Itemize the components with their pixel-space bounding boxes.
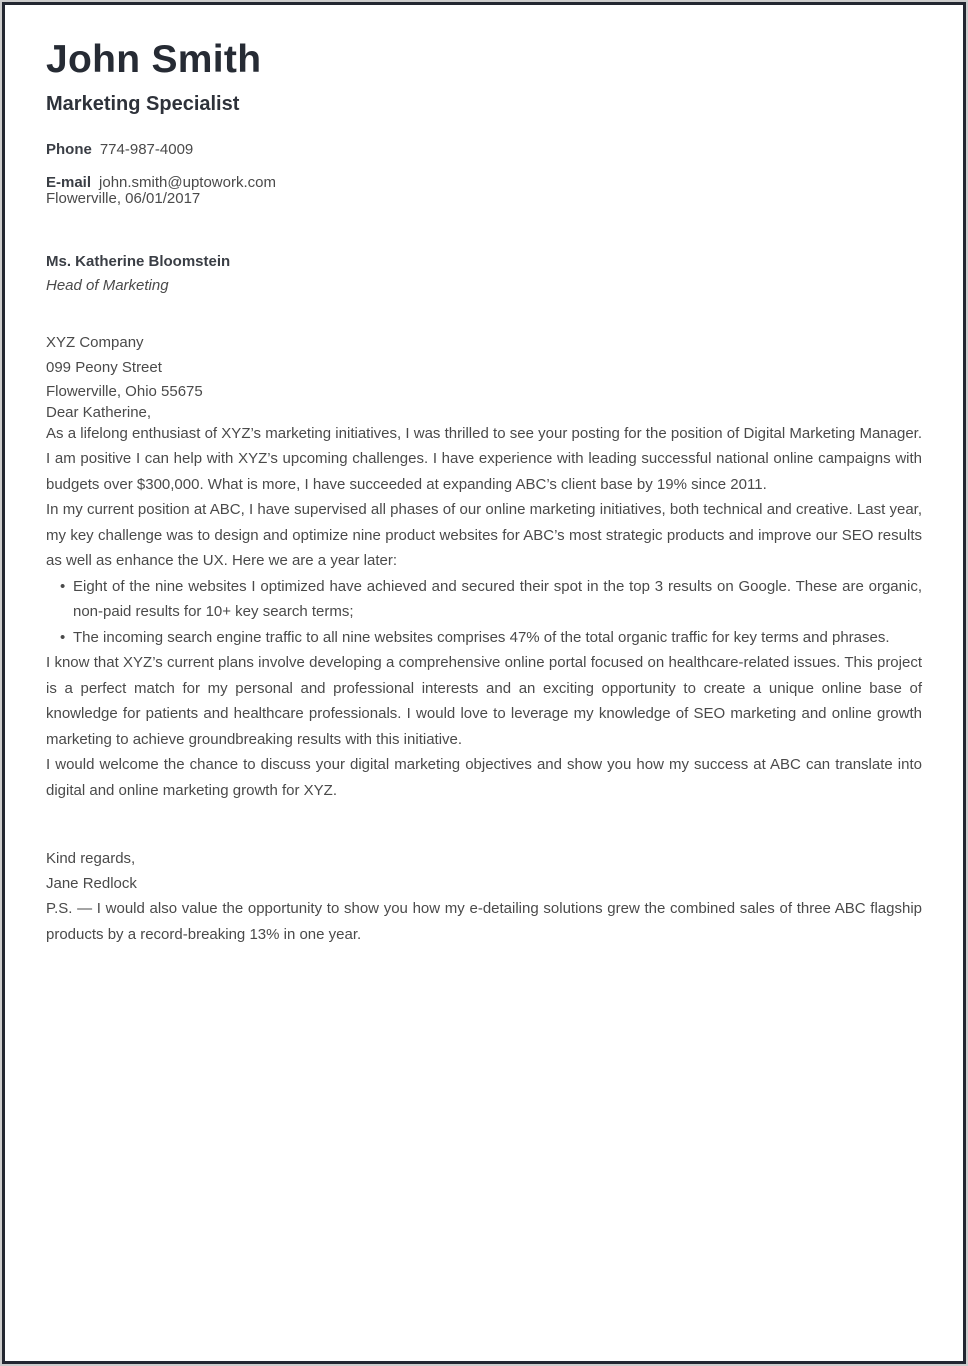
- phone-value: 774-987-4009: [99, 141, 194, 158]
- recipient-name: Ms. Katherine Bloomstein: [46, 253, 231, 270]
- paragraph-fit: I know that XYZ’s current plans involve developing a comprehensive online portal focused on healthcare-related issues. This project is a perfect match for my personal and professional interests and an exciting opportunity to create a unique online base of knowledge for patients and healthcare professionals. I would love to leverage my knowledge of SEO marketing and online growth marketing to achieve groundbreaking results with this initiative.: [46, 654, 922, 748]
- paragraph-experience: In my current position at ABC, I have supervised all phases of our online marketing initiatives, both technical and creative. Last year, my key challenge was to design and optimize nine product websites for ABC’s most strategic products and improve our SEO results as well as enhance the UX. Here we are a year later:: [46, 501, 922, 569]
- list-item: • The incoming search engine traffic to all nine websites comprises 47% of the total organic traffic for key terms and phrases.: [73, 625, 922, 651]
- paragraph-intro: As a lifelong enthusiast of XYZ’s marketing initiatives, I was thrilled to see your posting for the position of Digital Marketing Manager. I am positive I can help with XYZ’s upcoming challenges. I have experience with leading successful national online campaigns with budgets over $300,000. What is more, I have succeeded at expanding ABC’s client base by 19% since 2011.: [46, 424, 922, 493]
- contact-email-row: [46, 175, 922, 191]
- achievement-list: [46, 574, 922, 651]
- letter-header: [46, 37, 922, 191]
- contact-phone-row: [46, 142, 922, 158]
- company-city: Flowerville, Ohio 55675: [46, 383, 203, 400]
- email-value: john.smith@uptowork.com: [99, 174, 276, 191]
- company-street: 099 Peony Street: [46, 358, 162, 376]
- phone-label: Phone: [46, 141, 92, 158]
- recipient-block: [46, 250, 922, 298]
- valediction: Kind regards,: [46, 850, 136, 867]
- paragraph-call-to-action: I would welcome the chance to discuss your digital marketing objectives and show you how my success at ABC can translate into digital and online marketing growth for XYZ.: [46, 756, 922, 799]
- list-item: • Eight of the nine websites I optimized have achieved and secured their spot in the top 3 results on Google. These are organic, non-paid results for 10+ key search terms;: [73, 574, 922, 625]
- salutation: Dear Katherine,: [46, 403, 152, 421]
- postscript: P.S. — I would also value the opportunity to show you how my e-detailing solutions grew the combined sales of three ABC flagship products by a record-breaking 13% in one year.: [46, 900, 922, 943]
- date-line: Flowerville, 06/01/2017: [46, 190, 201, 207]
- email-label: E-mail: [46, 174, 92, 191]
- company-address-block: [46, 331, 922, 405]
- applicant-name: John Smith: [46, 38, 262, 81]
- signature-name: Jane Redlock: [46, 874, 137, 892]
- company-name: XYZ Company: [46, 334, 144, 351]
- cover-letter-page: [2, 2, 966, 1364]
- applicant-job-title: Marketing Specialist: [46, 93, 240, 115]
- recipient-title: Head of Marketing: [46, 277, 169, 294]
- closing-block: [46, 847, 922, 896]
